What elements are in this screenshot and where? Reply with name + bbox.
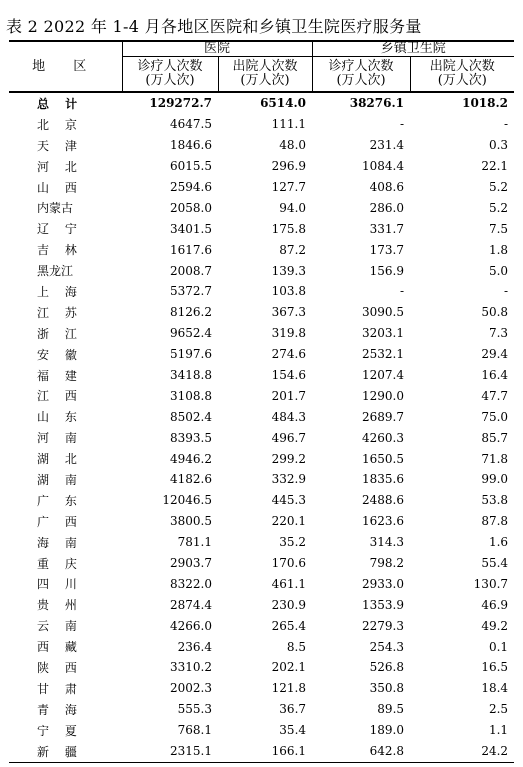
hospital-discharges-cell: 36.7 xyxy=(279,702,307,717)
township-discharges-header-line1: 出院人次数 xyxy=(429,59,495,74)
township-discharges-cell: 1018.2 xyxy=(462,96,509,111)
township-discharges-cell: 50.8 xyxy=(481,305,509,320)
hospital-discharges-cell: 87.2 xyxy=(279,242,307,257)
table-row xyxy=(9,344,514,365)
township-discharges-cell: 87.8 xyxy=(481,514,509,529)
township-visits-cell: 2532.1 xyxy=(362,347,405,362)
table-row xyxy=(9,448,514,469)
hospital-visits-cell: 1846.6 xyxy=(170,138,212,153)
table-row xyxy=(9,281,514,302)
township-discharges-cell: 49.2 xyxy=(481,618,509,633)
township-visits-cell: 89.5 xyxy=(377,702,405,717)
table-row xyxy=(9,323,514,344)
township-discharges-cell: 0.3 xyxy=(488,138,509,153)
township-group-header: 乡镇卫生院 xyxy=(312,41,514,57)
hospital-discharges-header-line2: (万人次) xyxy=(240,73,290,88)
region-cell: 四 川 xyxy=(37,577,83,592)
township-visits-cell: 314.3 xyxy=(369,535,405,550)
table-row xyxy=(9,532,514,553)
township-discharges-cell: 71.8 xyxy=(481,451,509,466)
hospital-discharges-header-line1: 出院人次数 xyxy=(232,59,298,74)
region-cell: 广 东 xyxy=(37,493,83,508)
township-visits-cell: 286.0 xyxy=(369,200,405,215)
hospital-visits-cell: 8502.4 xyxy=(170,409,212,424)
township-visits-cell: 2279.3 xyxy=(362,618,405,633)
township-visits-header-line1: 诊疗人次数 xyxy=(328,59,394,74)
table-row xyxy=(9,427,514,448)
table-row xyxy=(9,114,514,135)
township-visits-cell: - xyxy=(399,284,405,299)
region-cell: 重 庆 xyxy=(37,556,83,571)
hospital-visits-cell: 2903.7 xyxy=(170,556,212,571)
township-visits-cell: 408.6 xyxy=(369,180,405,194)
township-discharges-cell: 24.2 xyxy=(410,741,514,762)
hospital-visits-cell: 555.3 xyxy=(177,702,212,717)
hospital-discharges-cell: 496.7 xyxy=(271,430,307,445)
hospital-visits-cell: 2315.1 xyxy=(122,741,218,762)
table-row xyxy=(9,385,514,406)
hospital-visits-cell: 8322.0 xyxy=(170,576,212,591)
hospital-discharges-cell: 103.8 xyxy=(271,284,307,299)
table-row xyxy=(9,699,514,720)
region-cell: 河 北 xyxy=(37,159,83,174)
township-discharges-cell: 5.2 xyxy=(488,180,509,194)
region-cell: 江 苏 xyxy=(37,305,83,320)
region-header-label: 地 区 xyxy=(32,58,99,74)
region-cell: 浙 江 xyxy=(37,326,83,341)
hospital-visits-cell: 5197.6 xyxy=(170,347,212,362)
hospital-visits-cell: 4182.6 xyxy=(170,472,212,487)
hospital-discharges-cell: 445.3 xyxy=(271,493,307,508)
hospital-visits-cell: 129272.7 xyxy=(149,96,212,111)
hospital-discharges-cell: 461.1 xyxy=(271,576,307,591)
hospital-discharges-cell: 154.6 xyxy=(271,368,307,383)
hospital-discharges-cell: 111.1 xyxy=(271,117,307,132)
hospital-visits-cell: 2008.7 xyxy=(170,263,212,278)
township-visits-cell: 173.7 xyxy=(369,242,405,257)
township-discharges-cell: - xyxy=(503,284,509,299)
hospital-discharges-cell: 484.3 xyxy=(271,409,307,424)
township-discharges-header-line2: (万人次) xyxy=(437,73,487,88)
hospital-discharges-cell: 35.2 xyxy=(279,535,307,550)
region-cell: 北 京 xyxy=(37,117,83,132)
hospital-discharges-cell: 175.8 xyxy=(271,221,307,236)
table-row xyxy=(9,302,514,323)
hospital-discharges-cell: 265.4 xyxy=(271,618,307,633)
township-discharges-cell: 5.0 xyxy=(488,263,509,278)
hospital-discharges-cell: 170.6 xyxy=(271,556,307,571)
hospital-visits-cell: 2002.3 xyxy=(170,681,212,696)
table-row xyxy=(9,741,514,762)
medical-services-table xyxy=(9,40,514,763)
hospital-discharges-cell: 94.0 xyxy=(279,200,307,215)
township-discharges-cell: 7.3 xyxy=(488,326,509,341)
hospital-visits-cell: 236.4 xyxy=(177,639,212,654)
township-discharges-cell: 7.5 xyxy=(488,221,509,236)
hospital-visits-cell: 3800.5 xyxy=(170,514,212,529)
hospital-discharges-cell: 274.6 xyxy=(271,347,307,362)
hospital-visits-cell: 8126.2 xyxy=(170,305,212,320)
township-visits-cell: 798.2 xyxy=(369,556,405,571)
hospital-discharges-header xyxy=(218,57,312,93)
township-discharges-cell: 53.8 xyxy=(481,493,509,508)
table-row xyxy=(9,197,514,218)
township-visits-cell: 642.8 xyxy=(312,741,410,762)
hospital-discharges-cell: 319.8 xyxy=(271,326,307,341)
hospital-discharges-cell: 230.9 xyxy=(271,597,307,612)
hospital-visits-cell: 3401.5 xyxy=(170,221,212,236)
table-row xyxy=(9,156,514,177)
township-visits-cell: 3203.1 xyxy=(362,326,405,341)
table-row xyxy=(9,218,514,239)
region-cell: 青 海 xyxy=(37,702,83,717)
region-cell: 海 南 xyxy=(37,535,83,550)
township-discharges-cell: 22.1 xyxy=(481,159,509,174)
township-discharges-cell: 85.7 xyxy=(481,430,509,445)
township-visits-cell: 1835.6 xyxy=(362,472,405,487)
region-cell: 西 藏 xyxy=(37,640,83,655)
table-row xyxy=(9,511,514,532)
table-row xyxy=(9,657,514,678)
hospital-discharges-cell: 220.1 xyxy=(271,514,307,529)
region-cell: 总 计 xyxy=(37,96,84,111)
table-row xyxy=(9,177,514,198)
table-row xyxy=(9,469,514,490)
township-visits-cell: 1207.4 xyxy=(362,368,405,383)
region-cell: 山 东 xyxy=(37,410,83,425)
table-row xyxy=(9,720,514,741)
hospital-visits-cell: 9652.4 xyxy=(170,326,212,341)
hospital-discharges-cell: 367.3 xyxy=(271,305,307,320)
hospital-visits-cell: 2874.4 xyxy=(170,597,212,612)
township-discharges-cell: 55.4 xyxy=(481,556,509,571)
hospital-discharges-cell: 296.9 xyxy=(271,159,307,174)
hospital-visits-cell: 5372.7 xyxy=(170,284,212,299)
table-row xyxy=(9,678,514,699)
region-cell: 安 徽 xyxy=(37,347,83,362)
hospital-visits-cell: 768.1 xyxy=(177,723,212,738)
region-cell: 广 西 xyxy=(37,514,83,529)
hospital-discharges-cell: 8.5 xyxy=(286,639,307,654)
hospital-group-header: 医院 xyxy=(122,41,312,57)
hospital-visits-cell: 3108.8 xyxy=(170,388,212,403)
total-row xyxy=(9,92,514,114)
table-row xyxy=(9,406,514,427)
hospital-discharges-cell: 35.4 xyxy=(279,723,307,738)
hospital-visits-header-line2: (万人次) xyxy=(145,73,195,88)
township-discharges-cell: 75.0 xyxy=(481,409,509,424)
township-visits-cell: 1650.5 xyxy=(362,451,405,466)
township-visits-cell: 526.8 xyxy=(369,660,405,675)
township-discharges-cell: 1.8 xyxy=(488,242,509,257)
region-cell: 陕 西 xyxy=(37,660,83,675)
table-row xyxy=(9,239,514,260)
region-cell: 宁 夏 xyxy=(37,723,83,738)
table-body xyxy=(9,92,514,762)
hospital-discharges-cell: 48.0 xyxy=(279,138,307,153)
township-visits-cell: 2689.7 xyxy=(362,409,405,424)
hospital-discharges-cell: 299.2 xyxy=(271,451,307,466)
region-cell: 上 海 xyxy=(37,284,83,299)
region-cell: 湖 南 xyxy=(37,472,83,487)
township-visits-cell: 3090.5 xyxy=(362,305,405,320)
hospital-discharges-cell: 166.1 xyxy=(218,741,312,762)
region-cell: 内蒙古 xyxy=(37,201,74,216)
region-cell: 吉 林 xyxy=(37,243,83,258)
region-cell: 河 南 xyxy=(37,431,83,446)
region-cell: 黑龙江 xyxy=(37,264,74,279)
hospital-visits-cell: 6015.5 xyxy=(170,159,212,174)
township-discharges-cell: 130.7 xyxy=(473,576,509,591)
table-row xyxy=(9,490,514,511)
table-row xyxy=(9,260,514,281)
township-discharges-cell: 29.4 xyxy=(481,347,509,362)
table-row xyxy=(9,553,514,574)
township-visits-cell: 38276.1 xyxy=(349,96,405,111)
township-discharges-cell: 16.5 xyxy=(481,660,509,675)
hospital-visits-cell: 8393.5 xyxy=(170,430,212,445)
region-cell: 甘 肃 xyxy=(37,681,83,696)
township-visits-cell: 1623.6 xyxy=(362,514,405,529)
township-visits-header xyxy=(312,57,410,93)
township-discharges-cell: - xyxy=(503,117,509,132)
hospital-visits-cell: 3418.8 xyxy=(170,368,212,383)
hospital-discharges-cell: 121.8 xyxy=(271,681,307,696)
township-visits-cell: 350.8 xyxy=(369,681,405,696)
hospital-visits-cell: 4946.2 xyxy=(170,451,212,466)
township-visits-cell: - xyxy=(399,117,405,132)
hospital-visits-cell: 2058.0 xyxy=(170,200,212,215)
township-discharges-cell: 5.2 xyxy=(488,200,509,215)
township-discharges-cell: 46.9 xyxy=(481,597,509,612)
table-row xyxy=(9,365,514,386)
township-visits-cell: 189.0 xyxy=(369,723,405,738)
township-discharges-cell: 47.7 xyxy=(481,388,509,403)
hospital-visits-cell: 4647.5 xyxy=(170,117,212,132)
township-visits-cell: 2933.0 xyxy=(362,576,405,591)
township-visits-cell: 254.3 xyxy=(369,639,405,654)
township-discharges-cell: 2.5 xyxy=(488,702,509,717)
hospital-discharges-cell: 6514.0 xyxy=(260,96,307,111)
hospital-discharges-cell: 127.7 xyxy=(271,180,307,194)
hospital-discharges-cell: 139.3 xyxy=(271,263,307,278)
region-cell: 新 疆 xyxy=(9,741,122,762)
region-cell: 天 津 xyxy=(37,138,83,153)
township-discharges-cell: 1.6 xyxy=(488,535,509,550)
township-discharges-header xyxy=(410,57,514,93)
township-discharges-cell: 16.4 xyxy=(481,368,509,383)
hospital-discharges-cell: 202.1 xyxy=(271,660,307,675)
table-title: 表 2 2022 年 1-4 月各地区医院和乡镇卫生院医疗服务量 xyxy=(6,17,422,36)
township-discharges-cell: 0.1 xyxy=(488,639,509,654)
region-cell: 福 建 xyxy=(37,368,83,383)
township-discharges-cell: 18.4 xyxy=(481,681,509,696)
hospital-visits-cell: 12046.5 xyxy=(162,493,212,508)
hospital-visits-cell: 1617.6 xyxy=(170,242,212,257)
township-visits-cell: 156.9 xyxy=(369,263,405,278)
table-row xyxy=(9,573,514,594)
region-cell: 云 南 xyxy=(37,619,83,634)
hospital-visits-cell: 3310.2 xyxy=(170,660,212,675)
hospital-visits-cell: 2594.6 xyxy=(170,180,212,194)
township-visits-cell: 231.4 xyxy=(369,138,405,153)
region-cell: 辽 宁 xyxy=(37,222,83,237)
township-visits-cell: 1353.9 xyxy=(362,597,405,612)
table-row xyxy=(9,636,514,657)
township-discharges-cell: 1.1 xyxy=(488,723,509,738)
table-row xyxy=(9,135,514,156)
township-visits-cell: 2488.6 xyxy=(362,493,405,508)
hospital-discharges-cell: 201.7 xyxy=(271,388,307,403)
township-visits-cell: 1084.4 xyxy=(362,159,405,174)
hospital-visits-cell: 4266.0 xyxy=(170,618,212,633)
hospital-visits-cell: 781.1 xyxy=(177,535,212,550)
hospital-discharges-cell: 332.9 xyxy=(271,472,307,487)
township-visits-cell: 1290.0 xyxy=(362,388,405,403)
township-visits-header-line2: (万人次) xyxy=(336,73,386,88)
region-header xyxy=(9,41,122,92)
hospital-visits-header xyxy=(122,57,218,93)
township-visits-cell: 331.7 xyxy=(369,221,405,236)
township-discharges-cell: 99.0 xyxy=(481,472,509,487)
region-cell: 贵 州 xyxy=(37,598,83,613)
hospital-visits-header-line1: 诊疗人次数 xyxy=(137,59,203,74)
table-row xyxy=(9,594,514,615)
region-cell: 江 西 xyxy=(37,389,83,404)
township-visits-cell: 4260.3 xyxy=(362,430,405,445)
region-cell: 湖 北 xyxy=(37,452,83,467)
table-row xyxy=(9,615,514,636)
region-cell: 山 西 xyxy=(37,180,83,195)
header-row-groups xyxy=(9,41,514,57)
